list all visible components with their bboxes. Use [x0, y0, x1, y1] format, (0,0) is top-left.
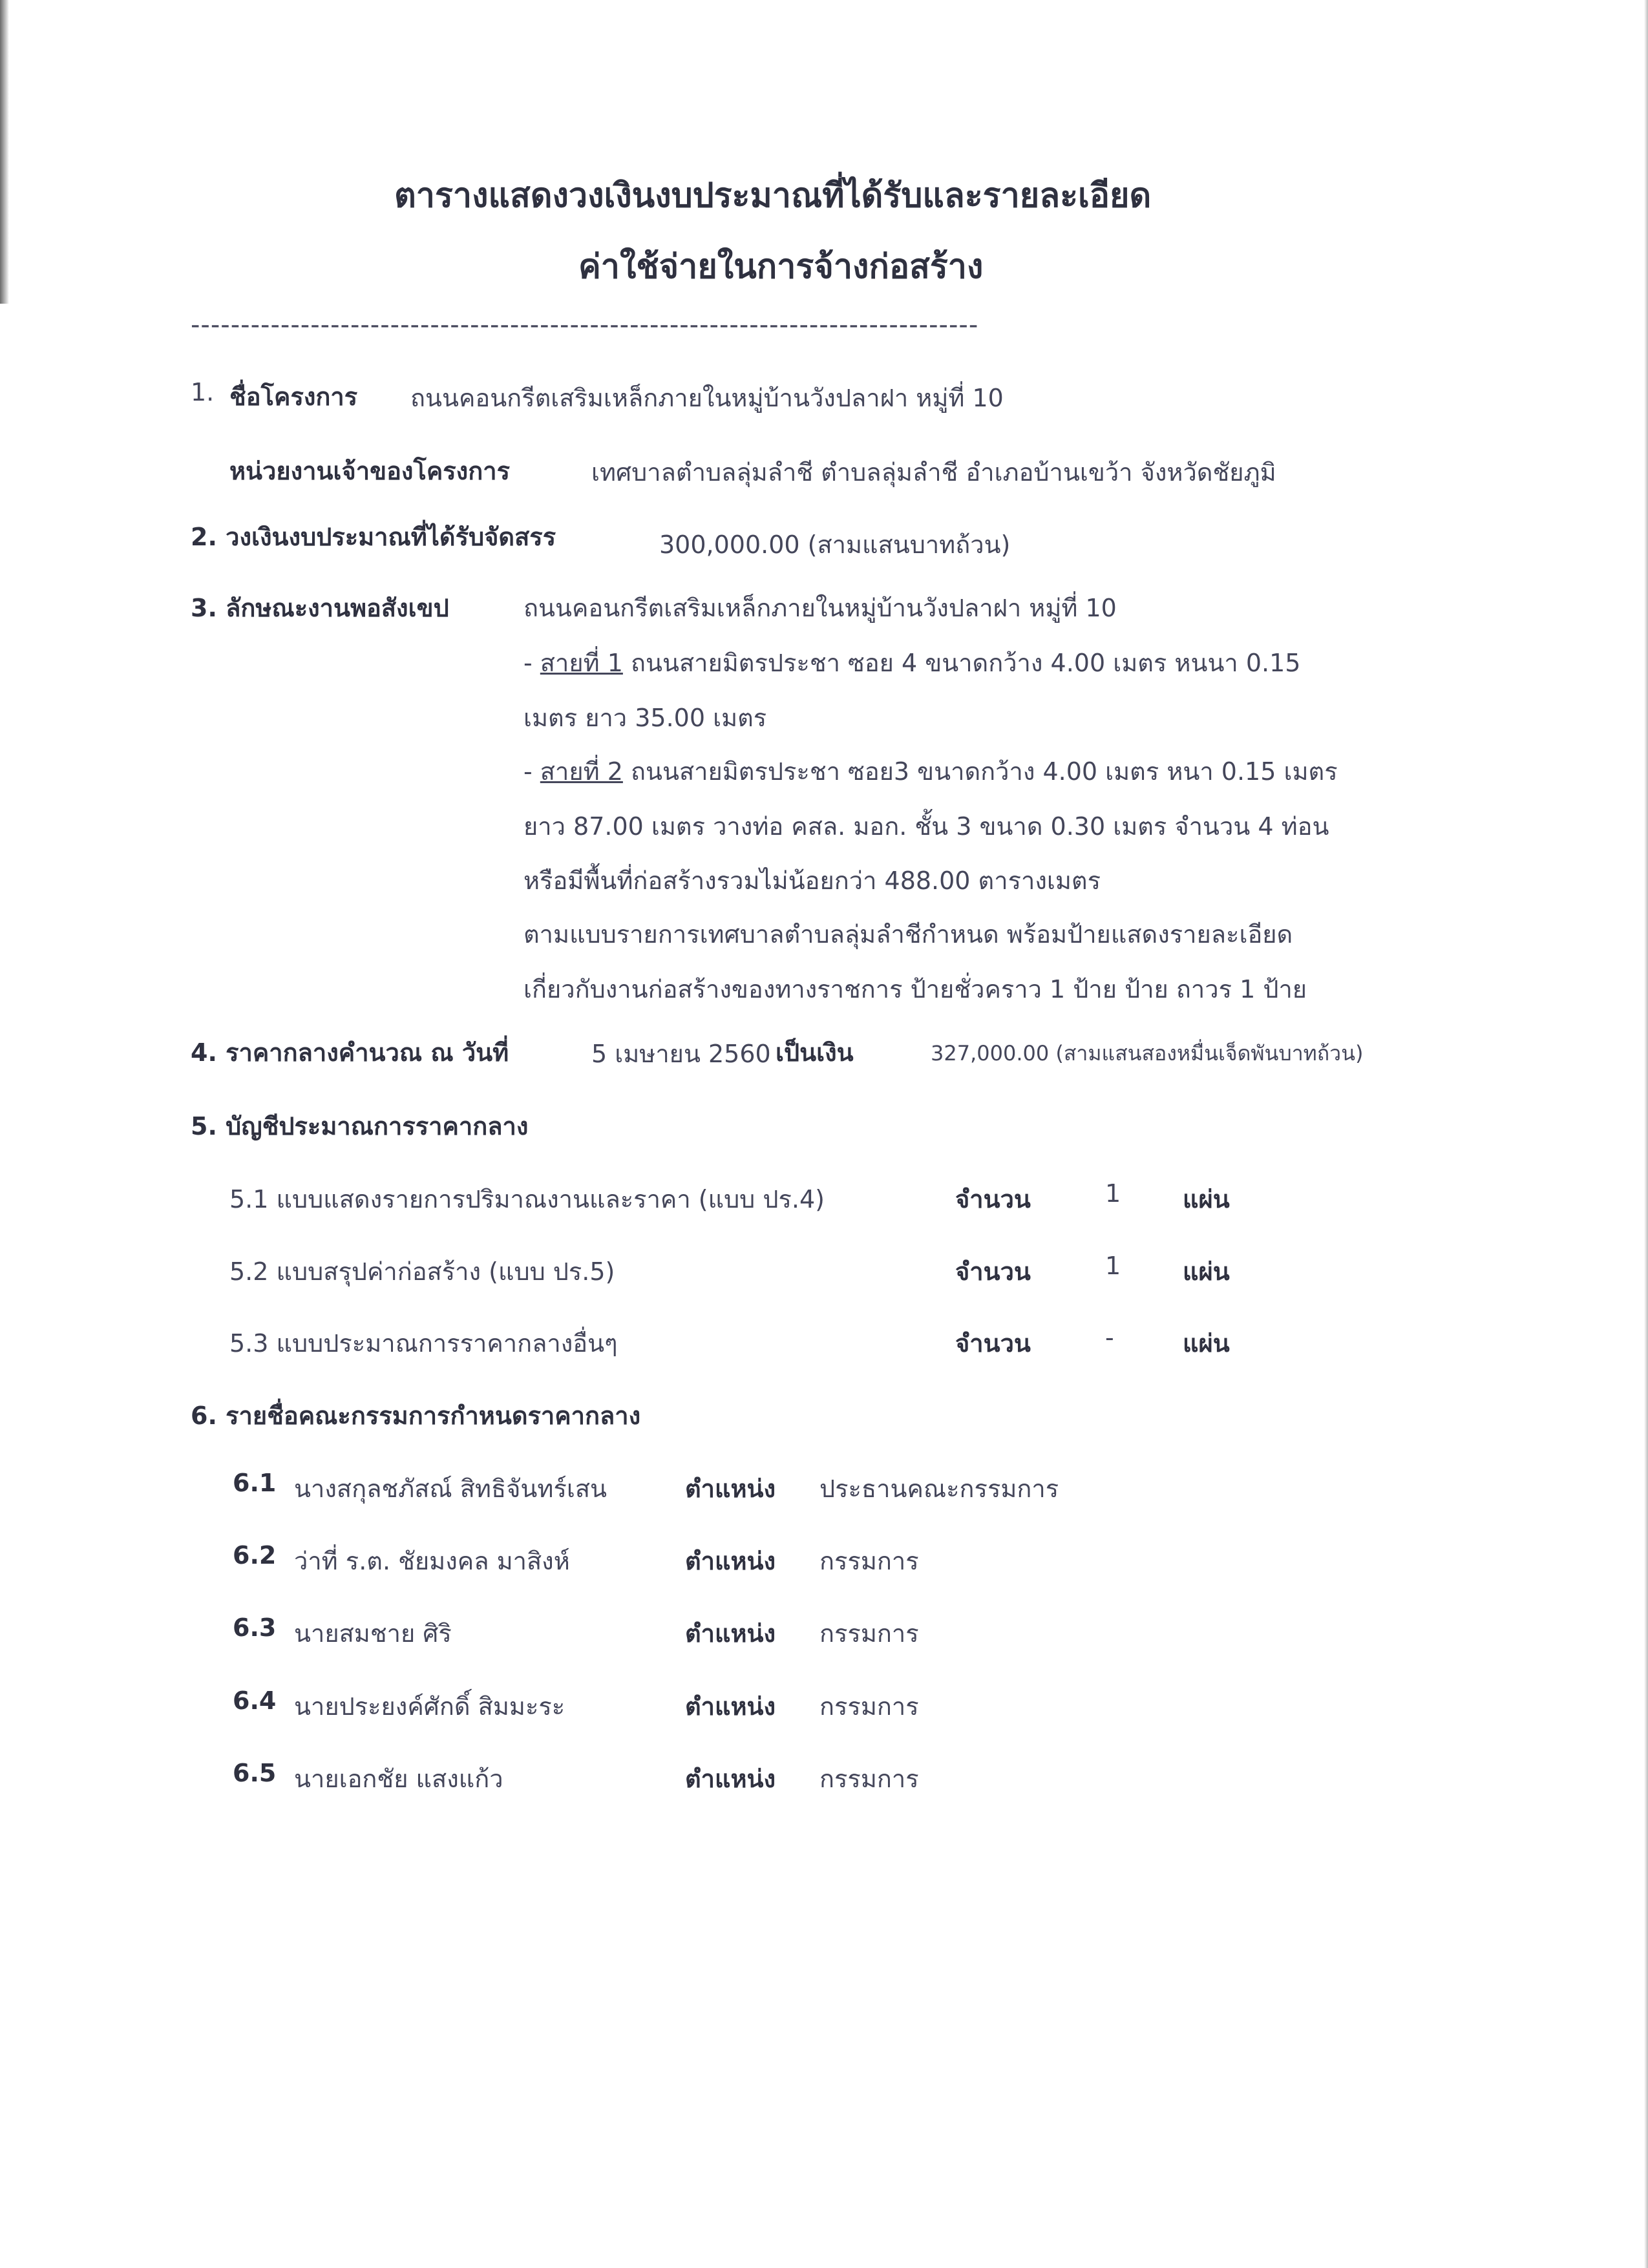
committee-position-label: ตำแหน่ง [685, 1765, 776, 1793]
committee-position: กรรมการ [819, 1765, 919, 1793]
section1-number: 1. [191, 378, 215, 406]
committee-member-number: 6.2 [233, 1541, 277, 1570]
median-price-label: 4. ราคากลางคำนวณ ณ วันที่ [191, 1038, 509, 1067]
construction-area-line: หรือมีพื้นที่ก่อสร้างรวมไม่น้อยกว่า 488.00 ตารางเมตร [523, 866, 1101, 895]
estimate-item-name: 5.3 แบบประมาณการราคากลางอื่นๆ [229, 1329, 618, 1358]
estimate-item-qty: - [1105, 1323, 1114, 1352]
committee-position-label: ตำแหน่ง [685, 1547, 776, 1575]
route2-continuation: ยาว 87.00 เมตร วางท่อ คสล. มอก. ชั้น 3 ขนาด 0.30 เมตร จำนวน 4 ท่อน [523, 812, 1329, 841]
committee-label: 6. รายชื่อคณะกรรมการกำหนดราคากลาง [191, 1402, 641, 1430]
route2-text: ถนนสายมิตรประชา ซอย3 ขนาดกว้าง 4.00 เมตร หนา 0.15 เมตร [622, 757, 1338, 786]
estimate-item-unit: แผ่น [1183, 1185, 1230, 1213]
route2-tag: สายที่ 2 [540, 757, 623, 786]
route1-prefix: - [523, 649, 540, 677]
estimate-item-name: 5.1 แบบแสดงรายการปริมาณงานและราคา (แบบ ปร.4) [229, 1185, 825, 1213]
median-price-date: 5 เมษายน 2560 [591, 1040, 771, 1068]
estimate-item-qty-label: จำนวน [955, 1329, 1031, 1358]
route1-tag: สายที่ 1 [540, 649, 623, 677]
construction-plan-line: ตามแบบรายการเทศบาลตำบลลุ่มลำชีกำหนด พร้อมป้ายแสดงรายละเอียด [523, 920, 1293, 949]
budget-value: 300,000.00 (สามแสนบาทถ้วน) [659, 530, 1011, 559]
committee-member-name: นายสมชาย ศิริ [294, 1619, 452, 1648]
committee-position: ประธานคณะกรรมการ [819, 1475, 1059, 1503]
committee-member-number: 6.1 [233, 1469, 277, 1497]
committee-member-name: นายประยงค์ศักดิ์ สิมมะระ [294, 1692, 565, 1721]
committee-member-number: 6.3 [233, 1613, 277, 1642]
committee-position-label: ตำแหน่ง [685, 1475, 776, 1503]
committee-member-name: ว่าที่ ร.ต. ชัยมงคล มาสิงห์ [294, 1547, 570, 1575]
committee-member-name: นายเอกชัย แสงแก้ว [294, 1765, 503, 1793]
route2-line [523, 751, 1338, 791]
route1-line [523, 643, 1300, 682]
committee-position: กรรมการ [819, 1547, 919, 1575]
median-price-amount-label: เป็นเงิน [776, 1038, 854, 1067]
committee-position-label: ตำแหน่ง [685, 1692, 776, 1721]
committee-member-number: 6.4 [233, 1686, 277, 1715]
project-name-label: ชื่อโครงการ [229, 383, 358, 411]
document-title-line2: ค่าใช้จ่ายในการจ้างก่อสร้าง [578, 247, 984, 286]
estimate-item-qty-label: จำนวน [955, 1257, 1031, 1286]
committee-position-label: ตำแหน่ง [685, 1619, 776, 1648]
project-name-value: ถนนคอนกรีตเสริมเหล็กภายในหมู่บ้านวังปลาฝา หมู่ที่ 10 [410, 384, 1004, 412]
committee-position: กรรมการ [819, 1692, 919, 1721]
budget-label: 2. วงเงินงบประมาณที่ได้รับจัดสรร [191, 523, 556, 551]
route1-text: ถนนสายมิตรประชา ซอย 4 ขนาดกว้าง 4.00 เมตร หนนา 0.15 [622, 649, 1301, 677]
estimate-list-label: 5. บัญชีประมาณการราคากลาง [191, 1112, 529, 1140]
project-owner-value: เทศบาลตำบลลุ่มลำชี ตำบลลุ่มลำชี อำเภอบ้านเขว้า จังหวัดชัยภูมิ [591, 458, 1276, 487]
separator-line: ------------------------------------------------------------------------------- [191, 310, 979, 340]
route1-continuation: เมตร ยาว 35.00 เมตร [523, 704, 767, 732]
committee-member-name: นางสกุลชภัสณ์ สิทธิจันทร์เสน [294, 1475, 607, 1503]
estimate-item-name: 5.2 แบบสรุปค่าก่อสร้าง (แบบ ปร.5) [229, 1257, 615, 1286]
scan-shadow-left [0, 0, 9, 304]
document-title-line1: ตารางแสดงวงเงินงบประมาณที่ได้รับและรายละเอียด [394, 176, 1152, 215]
estimate-item-qty: 1 [1105, 1179, 1121, 1208]
work-description-line1: ถนนคอนกรีตเสริมเหล็กภายในหมู่บ้านวังปลาฝา หมู่ที่ 10 [523, 594, 1117, 622]
estimate-item-unit: แผ่น [1183, 1257, 1230, 1286]
committee-position: กรรมการ [819, 1619, 919, 1648]
work-description-label: 3. ลักษณะงานพอสังเขป [191, 594, 449, 622]
median-price-amount: 327,000.00 (สามแสนสองหมื่นเจ็ดพันบาทถ้วน) [931, 1041, 1364, 1066]
route2-prefix: - [523, 757, 540, 786]
estimate-item-qty-label: จำนวน [955, 1185, 1031, 1213]
estimate-item-unit: แผ่น [1183, 1329, 1230, 1358]
scan-shadow-right [1644, 0, 1648, 2268]
estimate-item-qty: 1 [1105, 1252, 1121, 1280]
committee-member-number: 6.5 [233, 1759, 277, 1787]
project-owner-label: หน่วยงานเจ้าของโครงการ [229, 457, 510, 485]
construction-sign-line: เกี่ยวกับงานก่อสร้างของทางราชการ ป้ายชั่วคราว 1 ป้าย ป้าย ถาวร 1 ป้าย [523, 975, 1307, 1003]
